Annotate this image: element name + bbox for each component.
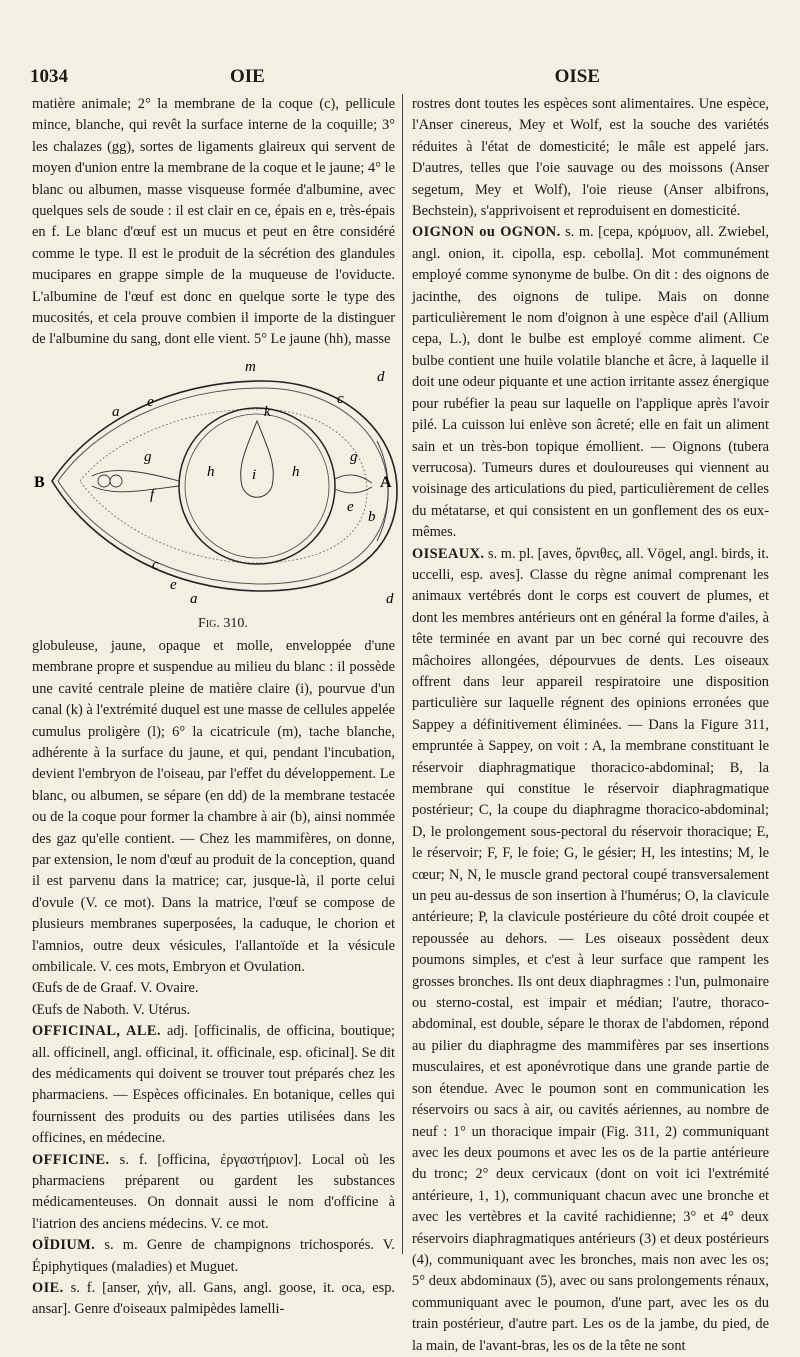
headword-oignon: OIGNON ou OGNON. (412, 224, 561, 241)
entry-officine (32, 1150, 395, 1236)
label-e-bottom: e (170, 576, 177, 593)
label-e-top: e (147, 393, 154, 410)
entry-oidium (32, 1235, 395, 1278)
oeuf-description: globuleuse, jaune, opaque et molle, enveloppée d'une membrane propre et suspendue au milieu du blanc : il possède une cavité centrale pleine de matière claire (i), pourvue d'un canal (k) à l'extrémité duquel est une masse de cellules appelée cumulus proligère (l); 6° la cicatricule (m), tache blanche, adhérente à la surface du jaune, et qui, pendant l'incubation, devient l'embryon de l'oiseau, par l'effet du développement. Le blanc, ou albumen, se sépare (en dd) de la membrane testacée ou de la coque pour former la chambre à air (b), ainsi nommée des gaz qu'elle contient. — Chez les mammifères, on donne, par extension, le nom d'œuf au produit de la conception, quand il est parvenu dans la matrice; car, jusque-là, il porte celui d'ovule (V. ce mot). Dans la matrice, l'œuf se compose de plusieurs membranes superposées, la caduque, le chorion et l'amnios, outre deux vésicules, l'allantoïde et la vésicule ombilicale. V. ces mots, Embryon et Ovulation. (32, 637, 395, 975)
label-g-right: g (350, 448, 358, 465)
left-column (32, 94, 395, 1318)
label-d-bottom: d (386, 590, 394, 607)
albumen-layer (80, 409, 367, 563)
label-c-bottom: c (152, 556, 159, 573)
chalaza-right (335, 475, 372, 493)
label-g-left: g (144, 448, 152, 465)
air-chamber (377, 441, 388, 541)
central-cavity (241, 421, 274, 497)
right-column (412, 94, 769, 1354)
egg-cross-section-diagram (32, 351, 395, 636)
oeufs-de-naboth: Œufs de Naboth. V. Utérus. (32, 1001, 191, 1018)
figure-caption: Fig. 310. (198, 615, 248, 631)
label-h-right: h (292, 463, 300, 480)
headword-officine: OFFICINE. (32, 1151, 110, 1168)
headword-oiseaux: OISEAUX. (412, 545, 485, 562)
column-rule (402, 94, 403, 1254)
header-left-word: OIE (230, 66, 265, 87)
body-officine: s. f. [officina, ἐργαστήριον]. Local où les pharmaciens préparent ou gardent les substances médicamenteuses. On donnait aussi le nom d'officine à l'iatrion des anciens médecins. V. ce mot. (32, 1151, 395, 1232)
label-d-top: d (377, 368, 385, 385)
label-f: f (150, 486, 155, 503)
entry-oiseaux (412, 544, 769, 1357)
label-a-top: a (112, 403, 120, 420)
yolk-membrane (185, 414, 329, 558)
label-c-top: c (337, 390, 344, 407)
label-e-right: e (347, 498, 354, 515)
chalaza-left (92, 470, 179, 491)
body-officinal: adj. [officinalis, de officina, boutique; all. officinell, angl. officinal, it. officinale, esp. oficinal]. Se dit des médicaments qui doivent se trouver tout préparés chez les pharmaciens. — Espèces officinales. En botanique, celles qui fournissent des produits ou des parties utilisées dans les officines, en médecine. (32, 1023, 395, 1147)
page-number: 1034 (30, 66, 68, 87)
entry-oie (32, 1278, 395, 1321)
oie-continuation: rostres dont toutes les espèces sont alimentaires. Une espèce, l'Anser cinereus, Mey et Wolf, est la souche des variétés réduites à l'état de domesticité; le mâle est appelé jars. D'autres, telles que l'oie sauvage ou des moissons (Anser segetum, Mey et Wolf), l'oie rieuse (Anser albifrons, Bechstein), s'apprivoisent et reproduisent en domesticité. (412, 96, 769, 220)
body-oie: s. f. [anser, χήν, all. Gans, angl. goose, it. oca, esp. ansar]. Genre d'oiseaux palmipèdes lamelli- (32, 1280, 395, 1318)
oeuf-continuation: matière animale; 2° la membrane de la coque (c), pellicule mince, blanche, qui revêt la surface interne de la coquille; 3° les chalazes (gg), sortes de ligaments glaireux qui servent de moyen d'union entre la membrane de la coque et le jaune; 4° le blanc ou albumen, masse visqueuse formée d'albumine, avec quelques sels de soude : il est clair en ce, épais en e, très-épais en f. Le blanc d'œuf est un mucus et peut en être considéré comme le type. Il est le produit de la sécrétion des glandules mucipares en grappe simple de la muqueuse de l'oviducte. L'albumine de l'œuf est donc en quelque sorte le type des mucosités, et cela prouve combien il importe de la distinguer de l'albumine du sang, dont elle vient. 5° Le jaune (hh), masse (32, 96, 395, 348)
body-oiseaux: s. m. pl. [aves, ὄρνιθες, all. Vögel, angl. birds, it. uccelli, esp. aves]. Classe du règne animal comprenant les animaux vertébrés dont le corps est couvert de plumes, et dont les membres antérieurs ont en général la forme d'ailes, à tête terminée en avant par un bec corné qui recouvre des mâchoires allongées, dépourvues de dents. Les oiseaux offrent dans leur appareil respiratoire une disposition particulière sur laquelle régnent des opinions erronées que Sappey a définitivement éliminées. — Dans la Figure 311, empruntée à Sappey, on voit : A, la membrane constituant le réservoir diaphragmatique thoracico-abdominal; B, la membrane qui constitue le réservoir diaphragmatique postérieur; C, la coupe du diaphragme thoracico-abdominal; D, le prolongement sous-pectoral du réservoir thoracique; E, le réservoir; F, F, le foie; G, le gésier; H, les intestins; M, le cœur; N, N, le muscle grand pectoral coupé transversalement un peu au-dessus de son insertion à l'humérus; O, la clavicule antérieure; P, la clavicule postérieure du côté droit coupée et repoussée au dehors. — Les oiseaux possèdent deux poumons simples, et c'est à leur surface que rampent les grosses bronches. Ils ont deux diaphragmes : l'un, pulmonaire ou sterno-costal, est impair et médian; l'autre, thoraco-abdominal, est double, sépare le thorax de l'abdomen, répond au pilier du diaphragme des mammifères par ses insertions musculaires, et est aponévrotique dans une grande partie de son étendue. Avec le poumon sont en communication les réservoirs ou sacs à air, ou cavités aériennes, au nombre de neuf : 1° un thoracique impair (Fig. 311, 2) communiquant avec les deux poumons et avec les os de la partie antérieure du tronc; 2° deux cervicaux (dont on voit ici l'extrémité antérieure, 1, 1), communiquant chacun avec une bronche et avec les vertèbres et la cavité rachidienne; 3° et 4° deux réservoirs diaphragmatiques antérieurs (3) et deux postérieurs (4), communiquant avec les bronches, mais non avec les os; 5° deux abdominaux (5), avec ou sans prolongements rénaux, communiquant avec le poumon, d'une part, avec les os du train postérieur, d'autre part. Les os de la jambe, du pied, de la main, de l'avant-bras, les os de la tête ne sont (412, 545, 769, 1354)
chalaza-left-coil-2 (110, 475, 122, 487)
headword-officinal: OFFICINAL, ALE. (32, 1023, 161, 1040)
label-m: m (245, 358, 256, 375)
oeufs-de-graaf: Œufs de de Graaf. V. Ovaire. (32, 980, 199, 997)
entry-oignon (412, 222, 769, 543)
label-a-bottom: a (190, 590, 198, 607)
body-oignon: s. m. [cepa, κρόμυον, all. Zwiebel, angl. onion, it. cipolla, esp. cebolla]. Mot communément employé comme synonyme de bulbe. On dit : des oignons de jacinthe, des oignons de tulipe. Mais on donne particulièrement le nom d'oignon à une espèce d'ail (Allium cepa, L.), dont le bulbe est employé comme aliment. Ce bulbe contient une huile volatile blanche et âcre, à laquelle il doit une odeur piquante et une action irritante assez énergique pour rubéfier la peau sur laquelle on l'applique après l'avoir pilé. La cuisson lui enlève son âcreté; elle en fait un aliment sain et un très-bon topique émollient. — Oignons (tubera verrucosa). Tumeurs dures et douloureuses qui viennent au voisinage des articulations du pied, particulièrement de celles du métatarse, et qui consistent en un gonflement des os eux-mêmes. (412, 224, 769, 541)
chalaza-left-coil-1 (98, 475, 110, 487)
egg-figure (32, 351, 395, 636)
yolk-outline (179, 408, 335, 564)
label-A: A (380, 473, 392, 491)
label-h-left: h (207, 463, 215, 480)
label-i: i (252, 466, 257, 483)
running-header (30, 62, 770, 90)
headword-oie: OIE. (32, 1280, 64, 1297)
label-B: B (34, 473, 45, 491)
label-b: b (368, 508, 376, 525)
headword-oidium: OÏDIUM. (32, 1237, 96, 1254)
entry-officinal (32, 1021, 395, 1149)
label-k: k (264, 403, 271, 420)
header-right-word: OISE (554, 66, 600, 87)
body-oidium: s. m. Genre de champignons trichosporés. V. Épiphytiques (maladies) et Muguet. (32, 1237, 395, 1275)
